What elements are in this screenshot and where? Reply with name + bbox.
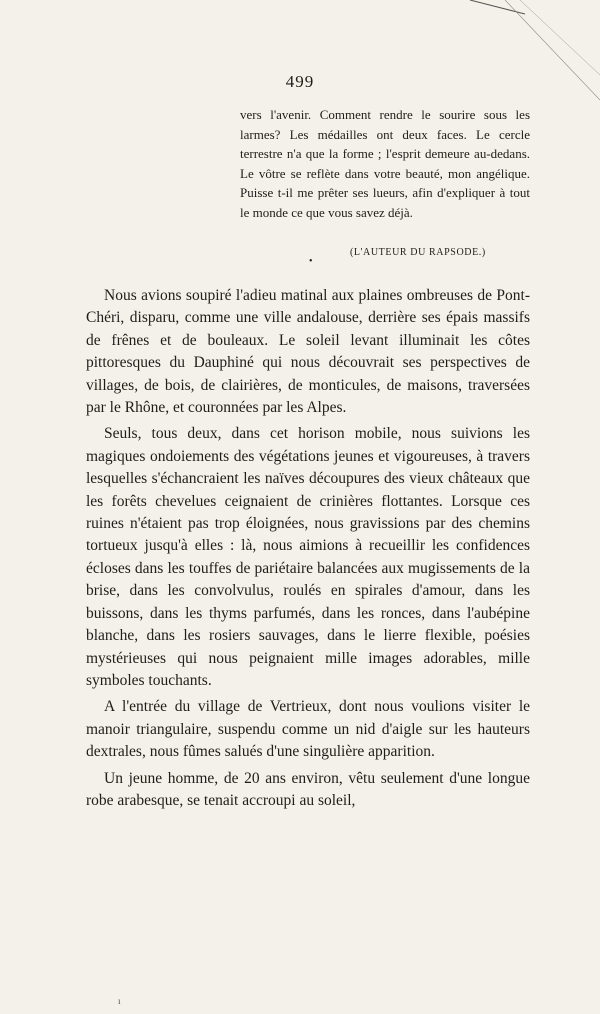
paragraph: A l'entrée du village de Vertrieux, dont nous voulions visiter le manoir triangulaire, suspendu comme un nid d'aigle sur les hauteurs dextrales, nous fûmes salués d'une singulière apparition. (86, 698, 530, 761)
page-number: 499 (285, 72, 315, 91)
paragraph: Seuls, tous deux, dans cet horison mobile, nous suivions les magiques ondoiements des végétations jeunes et vigoureuses, à travers lesquelles s'échancraient les naïves découpures des vieux châteaux que les forêts chevelues ceignaient de crinières flottantes. Lorsque ces ruines n'étaient pas trop éloignées, nous gravissions par des chemins tortueux jusqu'à elles : là, nous aimions à recueillir les confidences écloses dans les touffes de pariétaire balancées aux mugissements de la brise, dans les convolvulus, roulés en spirales d'amour, dans les buissons, dans les thyms parfumés, dans les ronces, dans l'aubépine blanche, dans les rosiers sauvages, dans le lierre flexible, poésies mystérieuses qui nous peignaient mille images adorables, mille symboles touchants. (86, 425, 530, 689)
main-text (86, 285, 530, 816)
ink-dot: • (309, 256, 313, 267)
paragraph: Un jeune homme, de 20 ans environ, vêtu seulement d'une longue robe arabesque, se tenait accroupi au soleil, (86, 769, 530, 809)
bottom-mark: ı (118, 996, 121, 1006)
epigraph-attribution: (L'AUTEUR DU RAPSODE.) (350, 247, 486, 258)
paragraph: Nous avions soupiré l'adieu matinal aux plaines ombreuses de Pont-Chéri, disparu, comme une ville andalouse, derrière ses épais massifs de frênes et de bouleaux. Le soleil levant illuminait les côtes pittoresques du Dauphiné qui nous découvrait ses perspectives de villages, de bois, de clairières, de monticules, de maisons, traversées par le Rhône, et couronnées par les Alpes. (86, 287, 530, 417)
epigraph-text: vers l'avenir. Comment rendre le sourire sous les larmes? Les médailles ont deux faces. Le cercle terrestre n'a que la forme ; l'esprit demeure au-dedans. Le vôtre se reflète dans votre beauté, mon angélique. Puisse t-il me prêter ses lueurs, afin d'expliquer à tout le monde ce que vous savez déjà. (240, 107, 530, 220)
corner-fold-lines (450, 0, 600, 110)
epigraph-quote (240, 105, 530, 223)
